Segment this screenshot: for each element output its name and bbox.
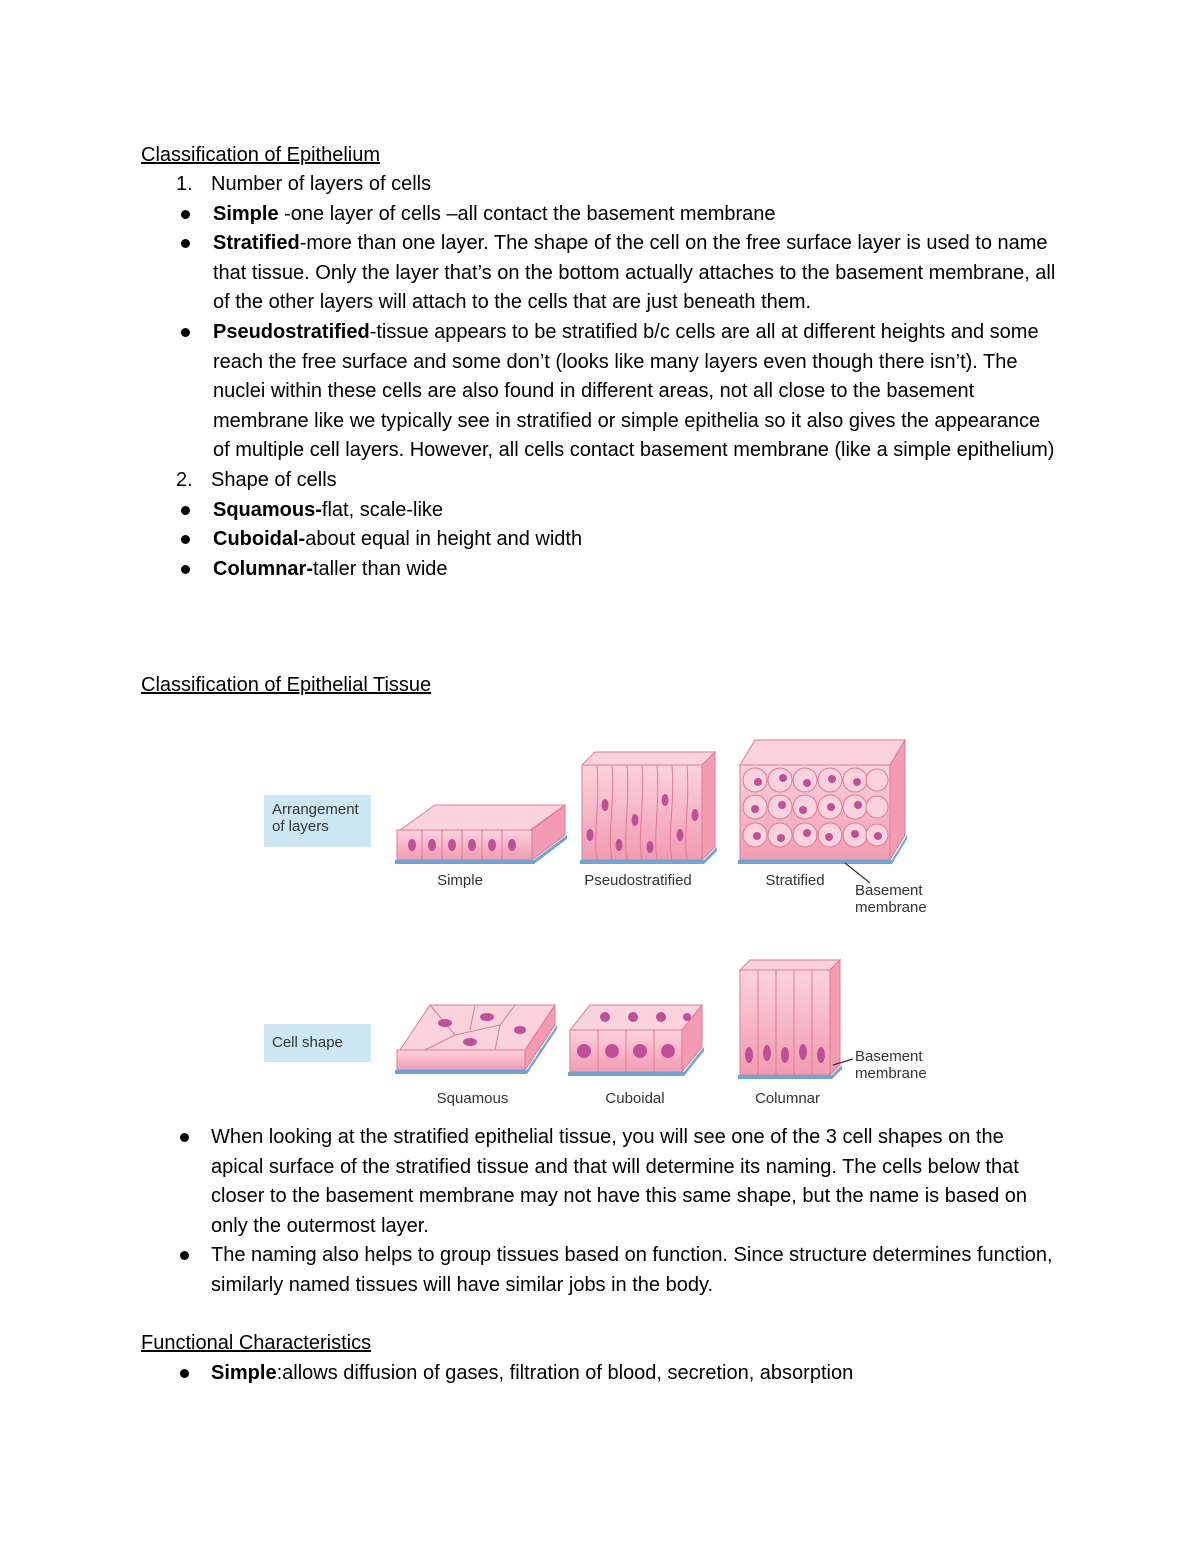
- term-simple: Simple: [213, 202, 279, 225]
- columnar-epithelium-illustration: [738, 960, 853, 1079]
- bullet-icon: [180, 1369, 189, 1378]
- bullet-icon: [181, 506, 190, 515]
- term-columnar: Columnar-: [213, 557, 313, 580]
- caption-cuboidal: Cuboidal: [605, 1090, 665, 1107]
- basement-membrane-label-bottom: Basement membrane: [855, 1048, 927, 1082]
- basement-membrane-label-top: Basement membrane: [855, 882, 927, 916]
- caption-pseudostratified: Pseudostratified: [584, 872, 692, 889]
- cell-shape-label: Cell shape: [264, 1024, 371, 1062]
- bullet-icon: [181, 328, 190, 337]
- term-squamous: Squamous-: [213, 498, 322, 521]
- caption-stratified: Stratified: [765, 872, 825, 889]
- shape-sublist: [141, 496, 1061, 585]
- list-item-shape: [141, 466, 1061, 584]
- tissue-illustrations: [255, 735, 955, 1115]
- epithelial-tissue-figure: [255, 735, 955, 1115]
- term-cuboidal: Cuboidal-: [213, 528, 306, 551]
- bullet-icon: [181, 239, 190, 248]
- bullet-text: The naming also helps to group tissues based on function. Since structure determines function, similarly named tissues will have similar jobs in the body.: [211, 1244, 1053, 1296]
- bullet-icon: [181, 535, 190, 544]
- bullet-icon: [180, 1133, 189, 1142]
- bullet-icon: [181, 565, 190, 574]
- list-number: 1.: [176, 173, 193, 195]
- layers-sublist: [141, 200, 1061, 466]
- section-heading-classification-of-epithelium: Classification of Epithelium: [141, 144, 380, 166]
- squamous-epithelium-illustration: [395, 1005, 557, 1074]
- classification-list: [141, 170, 1061, 584]
- term-description: -one layer of cells –all contact the basement membrane: [278, 202, 776, 225]
- term-description: -tissue appears to be stratified b/c cells are all at different heights and some reach the free surface and some don’t (looks like many layers even though there isn’t). The nuclei within these cells are also found in different areas, not all close to the basement membrane like we typically see in stratified or simple epithelia so it also gives the appearance of multiple cell layers. However, all cells contact basement membrane (like a simple epithelium): [213, 320, 1055, 462]
- term-stratified: Stratified: [213, 232, 300, 255]
- section-heading-functional-characteristics: Functional Characteristics: [141, 1332, 372, 1354]
- bullet-icon: [181, 210, 190, 219]
- term-description: about equal in height and width: [305, 528, 583, 551]
- arrangement-of-layers-label: Arrangement of layers: [264, 795, 371, 847]
- sublist-item-pseudostratified: [141, 318, 1061, 466]
- term-description: taller than wide: [313, 557, 448, 580]
- list-item-layers: [141, 170, 1061, 466]
- simple-epithelium-illustration: [395, 805, 567, 864]
- term-description: -more than one layer. The shape of the cell on the free surface layer is used to name that tissue. Only the layer that’s on the bottom actually attaches to the basement membrane, all of the other layers will attach to the cells that are just beneath them.: [213, 232, 1056, 314]
- sublist-item-squamous: [141, 496, 1061, 526]
- cuboidal-epithelium-illustration: [568, 1005, 704, 1076]
- list-item-label: Number of layers of cells: [211, 173, 432, 195]
- stratified-naming-list: [141, 1123, 1061, 1301]
- caption-simple: Simple: [437, 872, 483, 889]
- pseudostratified-epithelium-illustration: [580, 752, 717, 864]
- term-description: flat, scale-like: [321, 498, 444, 521]
- sublist-item-stratified: [141, 229, 1061, 318]
- list-item-label: Shape of cells: [211, 468, 337, 491]
- sublist-item-simple: [141, 200, 1061, 230]
- functional-characteristics-list: [141, 1359, 1061, 1389]
- list-item-simple-function: [141, 1359, 1061, 1389]
- section-heading-classification-of-epithelial-tissue: Classification of Epithelial Tissue: [141, 674, 432, 696]
- term-simple: Simple: [211, 1362, 277, 1384]
- bullet-icon: [180, 1251, 189, 1260]
- stratified-epithelium-illustration: [738, 740, 907, 883]
- sublist-item-columnar: [141, 555, 1061, 585]
- term-description: :allows diffusion of gases, filtration of blood, secretion, absorption: [276, 1362, 854, 1384]
- list-item: [141, 1123, 1061, 1241]
- bullet-text: When looking at the stratified epithelial tissue, you will see one of the 3 cell shapes on the apical surface of the stratified tissue and that will determine its naming. The cells below that closer to the basement membrane may not have this same shape, but the name is based on only the outermost layer.: [211, 1126, 1028, 1237]
- caption-columnar: Columnar: [754, 1090, 821, 1107]
- caption-squamous: Squamous: [436, 1090, 509, 1107]
- sublist-item-cuboidal: [141, 525, 1061, 555]
- term-pseudostratified: Pseudostratified: [213, 320, 370, 343]
- list-number: 2.: [176, 468, 193, 491]
- list-item: [141, 1241, 1061, 1300]
